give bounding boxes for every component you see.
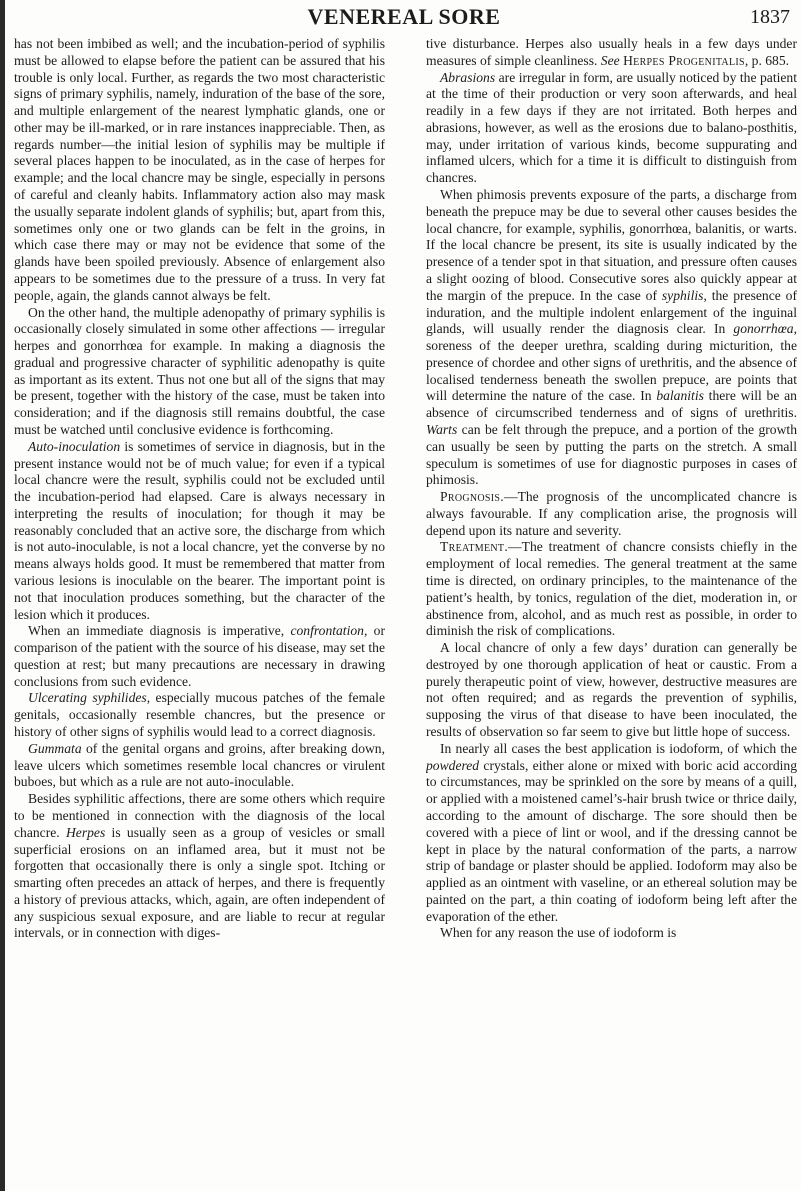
- paragraph-text: When phimosis prevents exposure of the parts, a discharge from beneath the prepuce may be due to several other causes besides the local chancre, for example, syphilis, gonorrhœa, balanitis, or warts. If the local chancre be present, its site is usually indicated by the presence of a tender spot in that situation, and pressure often causes a slight oozing of blood. Consecutive sores also quickly appear at the margin of the prepuce. In the case of: [426, 187, 797, 303]
- paragraph-text: , soreness of the deeper urethra, scalding during micturition, the presence of chordee and other signs of urethritis, and the absence of localised tenderness beneath the swollen prepuce, are points that will determine the nature of the case. In: [426, 321, 797, 404]
- italic-term: See: [600, 52, 620, 68]
- italic-term: Gummata: [28, 740, 82, 756]
- paragraph-text: , p. 685.: [744, 52, 790, 68]
- paragraph: [426, 70, 797, 187]
- paragraph-text: On the other hand, the multiple adenopathy of primary syphilis is occasionally closely simulated in some other affections — irregular herpes and gonorrhœa for example. In making a diagnosis the gradual and progressive character of syphilitic adenopathy is quite as important as its extent. Thus not one but all of the signs that may be present, together with the history of the case, must be taken into consideration; and if the diagnosis still remains doubtful, the case must be watched until conclusive evidence is forthcoming.: [14, 304, 385, 437]
- paragraph-text: has not been imbibed as well; and the incubation-period of syphilis must be allowed to elapse before the patient can be assured that his trouble is only local. Further, as regards the two most characteristic signs of primary syphilis, namely, induration of the base of the sore, and multiple enlargement of the nearest lymphatic glands, one or other may be ill-marked, or in rare instances inappreciable. Then, as regards number—the initial lesion of syphilis may be multiple if several places happen to be inoculated, as in the case of herpes for example; and the local chancre may be single, especially in persons of careful and cleanly habits. Inflammatory action also may mask the usually separate indolent glands of syphilis; but, apart from this, sometimes only one or two glands can be felt in the groins, in which case there may or may not be evidence that some of the glands have been spoiled previously. Absence of enlargement also appears to be sometimes due to the pressure of a truss. In very fat people, again, the glands cannot always be felt.: [14, 36, 385, 303]
- italic-term: Warts: [426, 421, 458, 437]
- page-number: 1837: [750, 6, 790, 28]
- section-heading: Treatment.: [440, 539, 509, 555]
- paragraph-text: tive disturbance. Herpes also usually heals in a few days under measures of simple cleanliness.: [426, 36, 797, 68]
- paragraph-text: can be felt through the prepuce, and a portion of the growth can usually be seen by putting the parts on the stretch. A small speculum is sometimes of use for diagnostic purposes in cases of phimosis.: [426, 421, 797, 488]
- section-heading: Prognosis.: [440, 489, 504, 505]
- italic-term: Abrasions: [440, 69, 496, 85]
- paragraph-text: of the genital organs and groins, after breaking down, leave ulcers which sometimes resemble local chancres or virulent buboes, but which as a rule are not auto-inoculable.: [14, 740, 385, 790]
- paragraph: [426, 741, 797, 926]
- italic-term: syphilis: [661, 287, 704, 303]
- paragraph-text: , the presence of induration, and the multiple indolent enlargement of the inguinal glands, will usually render the diagnosis clear. In: [426, 287, 797, 337]
- paragraph: [426, 187, 797, 489]
- running-title: VENEREAL SORE: [307, 4, 501, 29]
- paragraph-text: there will be an absence of circumscribed tenderness and of signs of urethritis.: [426, 388, 797, 421]
- paragraph-text: —The treatment of chancre consists chiefly in the employment of local remedies. The general treatment at the same time is directed, on ordinary principles, to the maintenance of the patient’s health, by tonics, regulation of the diet, moderation in, or abstinence from, alcohol, and as much rest as possible, in order to diminish the risk of complications.: [426, 539, 797, 639]
- paragraph: [426, 925, 797, 942]
- paragraph-text: are irregular in form, are usually noticed by the patient at the time of their production or very soon afterwards, and heal readily in a few days if they are not irritated. Both herpes and abrasions, however, as well as the erosions due to balano-posthitis, may, under irritation of various kinds, become suppurating and inflamed ulcers, which for a time it is difficult to distinguish from chancres.: [426, 69, 797, 186]
- paragraph: [14, 439, 385, 624]
- paragraph-text: , especially mucous patches of the female genitals, occasionally resemble chancres, but the presence or history of other signs of syphilis would lead to a correct diagnosis.: [14, 690, 385, 740]
- paragraph: [14, 305, 385, 439]
- paragraph: [426, 640, 797, 741]
- paragraph: [426, 489, 797, 539]
- paragraph-text: , or comparison of the patient with the source of his disease, may set the question at rest; but many precautions are necessary in drawing conclusions from such evidence.: [14, 623, 385, 689]
- paragraph: [14, 791, 385, 942]
- italic-term: balanitis: [656, 388, 704, 404]
- paragraph: [14, 690, 385, 740]
- paragraph-text: When for any reason the use of iodoform is: [440, 925, 677, 941]
- italic-term: gonorrhœa: [733, 321, 794, 337]
- right-column: [426, 36, 797, 1184]
- cross-reference: Herpes Progenitalis: [623, 52, 745, 68]
- italic-term: Herpes: [65, 824, 106, 840]
- paragraph: [14, 741, 385, 791]
- paragraph-text: When an immediate diagnosis is imperative,: [28, 623, 291, 639]
- page-edge-shadow: [0, 0, 5, 1191]
- page-header: [14, 4, 794, 30]
- paragraph-text: is sometimes of service in diagnosis, but in the present instance would not be of much value; for even if a typical local chancre were the result, syphilis could not be excluded until the incubation-period had elapsed. Care is always necessary in interpreting the results of inoculation; for though it may be reasonably concluded that an active sore, the discharge from which is not auto-inoculable, is not a local chancre, yet the converse by no means always holds good. It must be remembered that matter from various lesions is inoculable on the bearer. The important point is not that inoculation produces something, but the character of the lesion which it produces.: [14, 438, 385, 622]
- paragraph-text: —The prognosis of the uncomplicated chancre is always favourable. If any complication arise, the prognosis will depend upon its nature and severity.: [426, 489, 797, 538]
- paragraph-text: is usually seen as a group of vesicles or small superficial erosions on an inflamed area, but it must not be forgotten that occasionally there is only a single spot. Itching or smarting often precedes an attack of herpes, and there is frequently a history of previous attacks, which, again, are often independent of any suspicious sexual exposure, and are liable to recur at regular intervals, or in connection with diges-: [14, 824, 385, 941]
- paragraph: [14, 623, 385, 690]
- paragraph-text: Besides syphilitic affections, there are some others which require to be mentioned in connection with the diagnosis of the local chancre.: [14, 791, 385, 840]
- paragraph: [426, 36, 797, 70]
- italic-term: confrontation: [290, 623, 364, 639]
- italic-term: Auto-inoculation: [28, 438, 121, 454]
- paragraph-text: In nearly all cases the best application is iodoform, of which the: [440, 740, 797, 756]
- paragraph: [14, 36, 385, 305]
- paragraph: [426, 539, 797, 640]
- paragraph-text: A local chancre of only a few days’ duration can generally be destroyed by one thorough application of heat or caustic. From a purely therapeutic point of view, however, destructive measures are not often required; and as regards the prevention of syphilis, supposing the virus of that disease to have been inoculated, the results of observation so far seem to give but little hope of success.: [426, 640, 797, 740]
- left-column: [14, 36, 385, 1184]
- italic-term: Ulcerating syphilides: [28, 690, 147, 706]
- paragraph-text: crystals, either alone or mixed with boric acid according to circumstances, may be sprinkled on the sore by means of a quill, or applied with a moistened camel’s-hair brush twice or thrice daily, according to the amount of discharge. The sore should then be covered with a piece of lint or wool, and if the dressing cannot be kept in place by the natural conformation of the parts, a narrow strip of bandage or plaster should be applied. Iodoform may also be applied as an ointment with vaseline, or an ethereal solution may be painted on the part, a thin coating of iodoform being left after the evaporation of the ether.: [426, 757, 797, 924]
- italic-term: powdered: [426, 757, 480, 773]
